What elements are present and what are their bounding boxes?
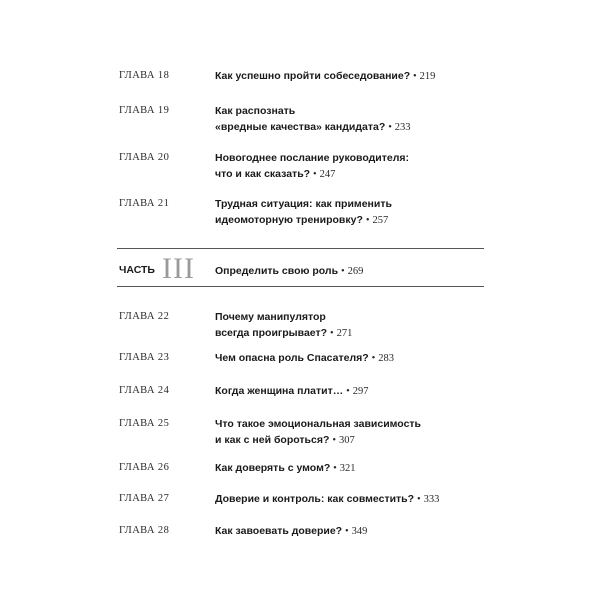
chapter-label: ГЛАВА 21 — [119, 198, 170, 209]
chapter-title-line: и как с ней бороться? — [215, 434, 330, 446]
page-number: 297 — [352, 386, 369, 397]
chapter-label: ГЛАВА 18 — [119, 70, 170, 81]
bullet-separator: • — [345, 526, 349, 537]
chapter-title-line: Трудная ситуация: как применить — [215, 198, 392, 210]
chapter-label: ГЛАВА 25 — [119, 418, 170, 429]
page-number: 333 — [423, 494, 440, 505]
page-number: 349 — [351, 526, 368, 537]
chapter-title[interactable] — [215, 68, 515, 85]
part-numeral: III — [162, 252, 195, 285]
chapter-title[interactable] — [215, 196, 515, 229]
chapter-title-line: Почему манипулятор — [215, 311, 326, 323]
chapter-title-line: Когда женщина платит… — [215, 385, 344, 397]
chapter-label: ГЛАВА 27 — [119, 493, 170, 504]
bullet-separator: • — [346, 386, 350, 397]
chapter-label: ГЛАВА 19 — [119, 105, 170, 116]
chapter-title-line: что и как сказать? — [215, 168, 311, 180]
chapter-title[interactable] — [215, 523, 515, 540]
chapter-title[interactable] — [215, 460, 515, 477]
bullet-separator: • — [313, 169, 317, 180]
chapter-label: ГЛАВА 26 — [119, 462, 170, 473]
bullet-separator: • — [333, 463, 337, 474]
bullet-separator: • — [365, 215, 370, 226]
chapter-title-line: «вредные качества» кандидата? — [215, 121, 386, 133]
chapter-title-line: Новогоднее послание руководителя: — [215, 152, 409, 164]
chapter-title[interactable] — [215, 491, 515, 508]
bullet-separator: • — [388, 122, 392, 133]
bullet-separator: • — [329, 328, 334, 339]
chapter-label: ГЛАВА 22 — [119, 311, 170, 322]
chapter-title[interactable] — [215, 350, 515, 367]
page-number: 233 — [394, 122, 411, 133]
chapter-title-line: Как доверять с умом? — [215, 462, 331, 474]
chapter-title[interactable] — [215, 383, 515, 400]
part-title-text: Определить свою роль — [215, 265, 339, 277]
part-label: ЧАСТЬ — [119, 264, 155, 276]
chapter-title[interactable] — [215, 103, 515, 136]
page-number: 247 — [319, 169, 336, 180]
part-title[interactable] — [215, 263, 515, 280]
page-number: 269 — [347, 266, 364, 277]
chapter-title[interactable] — [215, 416, 515, 449]
page-number: 219 — [419, 71, 436, 82]
chapter-title-line: идеомоторную тренировку? — [215, 214, 363, 226]
page-number: 307 — [338, 435, 355, 446]
bullet-separator: • — [416, 494, 421, 505]
chapter-title[interactable] — [215, 309, 515, 342]
chapter-title-line: Доверие и контроль: как совместить? — [215, 493, 415, 505]
page-number: 283 — [378, 353, 394, 364]
bullet-separator: • — [340, 266, 345, 277]
page-number: 257 — [372, 215, 389, 226]
part-top-rule — [117, 248, 484, 249]
chapter-title-line: Как завоевать доверие? — [215, 525, 343, 537]
chapter-title-line: всегда проигрывает? — [215, 327, 328, 339]
chapter-title-line: Как распознать — [215, 105, 296, 117]
chapter-title[interactable] — [215, 150, 515, 183]
part-bottom-rule — [117, 286, 484, 287]
chapter-title-line: Что такое эмоциональная зависимость — [215, 418, 422, 430]
chapter-label: ГЛАВА 20 — [119, 152, 170, 163]
chapter-label: ГЛАВА 23 — [119, 352, 170, 363]
bullet-separator: • — [371, 353, 376, 364]
chapter-label: ГЛАВА 24 — [119, 385, 170, 396]
page-number: 271 — [336, 328, 353, 339]
chapter-label: ГЛАВА 28 — [119, 525, 170, 536]
page-number: 321 — [339, 463, 356, 474]
bullet-separator: • — [332, 435, 337, 446]
chapter-title-line: Как успешно пройти собеседование? — [215, 70, 411, 82]
chapter-title-line: Чем опасна роль Спасателя? — [215, 352, 369, 364]
bullet-separator: • — [413, 71, 417, 82]
